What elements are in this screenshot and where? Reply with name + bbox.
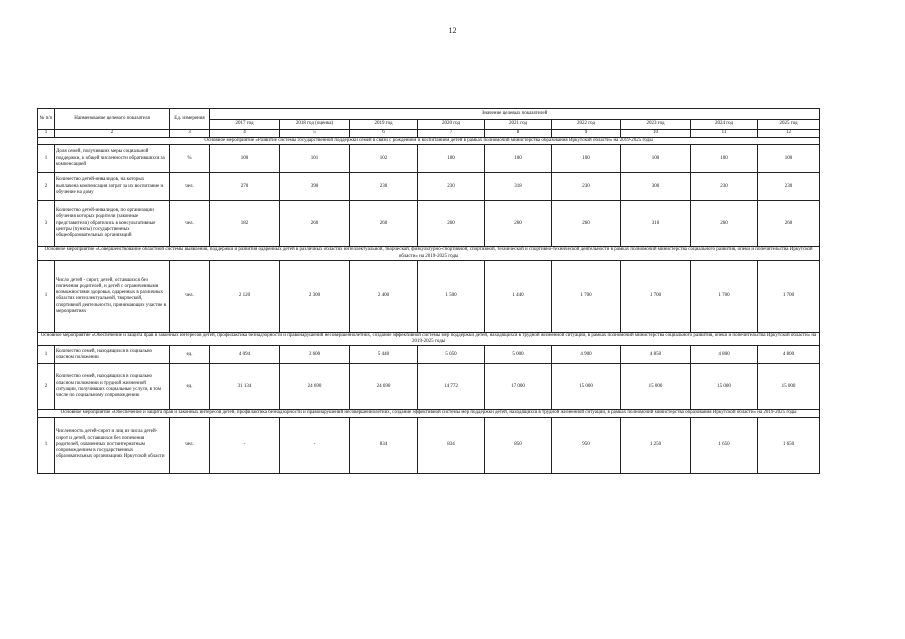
indicator-value: 850: [485, 417, 552, 473]
indicator-value: 1 650: [691, 417, 758, 473]
indicator-value: 270: [210, 173, 280, 201]
indicator-value: 4 900: [552, 346, 621, 364]
indicator-value: 260: [552, 201, 621, 247]
header-row-1: [38, 109, 820, 120]
indicator-name: Количество детей-инвалидов, по организации обучения которых родители (законные представители) обратились в консультативные центры (пункты) государственных общеобразовательных организаций: [55, 201, 170, 247]
section-title: Основное мероприятие «Развитие системы государственной поддержки семей в связи с рождением и воспитанием детей в рамках полномочий министерства образования Иркутской области» на 2019-2025 годы: [38, 138, 820, 145]
indicator-value: 834: [418, 417, 485, 473]
indicator-value: 1 440: [485, 260, 552, 332]
indicator-value: 15 000: [552, 364, 621, 410]
column-number: 8: [485, 130, 552, 138]
indicator-value: 230: [418, 173, 485, 201]
indicator-index: 3: [38, 201, 55, 247]
section-title-row: [38, 138, 820, 145]
indicator-index: 1: [38, 417, 55, 473]
indicator-value: 100: [621, 145, 691, 173]
indicator-value: 1 500: [418, 260, 485, 332]
indicator-value: 100: [552, 145, 621, 173]
indicator-value: 230: [758, 173, 820, 201]
section-title: Основное мероприятие «Обеспечение и защита прав и законных интересов детей, профилактика безнадзорности и правонарушений несовершеннолетних, создание эффективной системы мер поддержки детей, находящихся в трудной жизненной ситуации, в рамках полномочий министерства образования Иркутской области» на 2019-2025 годы: [38, 410, 820, 417]
indicator-value: 5 440: [350, 346, 418, 364]
indicator-index: 2: [38, 173, 55, 201]
indicator-row: [38, 260, 820, 332]
indicator-value: 950: [552, 417, 621, 473]
indicator-value: 1 700: [621, 260, 691, 332]
indicator-value: 318: [485, 173, 552, 201]
indicator-value: 5 000: [485, 346, 552, 364]
column-number: 1: [38, 130, 55, 138]
column-numbers-row: [38, 130, 820, 138]
column-number: 7: [418, 130, 485, 138]
header-year: 2025 год: [758, 120, 820, 130]
section-title-row: [38, 410, 820, 417]
column-number: 10: [621, 130, 691, 138]
indicator-value: 4 850: [621, 346, 691, 364]
indicator-value: 100: [418, 145, 485, 173]
indicator-value: 1 700: [691, 260, 758, 332]
indicator-name: Количество детей-инвалидов, на которых выплачена компенсация затрат за их воспитание и обучение на дому: [55, 173, 170, 201]
indicator-unit: чел.: [170, 260, 210, 332]
column-number: 12: [758, 130, 820, 138]
indicator-value: 31 134: [210, 364, 280, 410]
indicator-row: [38, 173, 820, 201]
indicator-value: 4 800: [758, 346, 820, 364]
indicator-value: 100: [691, 145, 758, 173]
indicator-index: 1: [38, 260, 55, 332]
indicator-value: 1 250: [621, 417, 691, 473]
indicator-unit: ед.: [170, 364, 210, 410]
indicator-name: Количество семей, находящихся в социально опасном положении и трудной жизненной ситуации, получивших социальные услуги, в том числе по социальному сопровождению: [55, 364, 170, 410]
indicator-unit: ед.: [170, 346, 210, 364]
indicator-value: 230: [691, 173, 758, 201]
table-body: [38, 130, 820, 474]
indicator-value: 1 700: [758, 260, 820, 332]
indicator-value: 15 000: [621, 364, 691, 410]
indicator-value: 260: [418, 201, 485, 247]
header-year: 2022 год: [552, 120, 621, 130]
header-idx: № п/п: [38, 109, 55, 130]
header-values-group: Значение целевых показателей: [210, 109, 820, 120]
indicator-unit: %: [170, 145, 210, 173]
indicator-value: 2 120: [210, 260, 280, 332]
indicator-value: 15 000: [691, 364, 758, 410]
indicator-row: [38, 346, 820, 364]
indicator-name: Численность детей-сирот и лиц из числа детей-сирот и детей, оставшихся без попечения родителей, охваченных постинтернатным сопровождением в государственных образовательных организациях Иркутской области: [55, 417, 170, 473]
header-year: 2019 год: [350, 120, 418, 130]
section-title-row: [38, 332, 820, 346]
indicator-value: 260: [691, 201, 758, 247]
indicator-value: 15 000: [758, 364, 820, 410]
indicator-name: Число детей - сирот, детей, оставшихся без попечения родителей, и детей с ограниченными возможностями здоровья, одаренных в различных областях интеллектуальной, творческой, спортивной деятельности, принимающих участие в мероприятиях: [55, 260, 170, 332]
header-year: 2023 год: [621, 120, 691, 130]
indicator-value: 3 600: [280, 346, 350, 364]
indicator-index: 1: [38, 346, 55, 364]
indicator-index: 1: [38, 145, 55, 173]
column-number: 11: [691, 130, 758, 138]
column-number: 4: [210, 130, 280, 138]
indicator-value: 230: [552, 173, 621, 201]
indicator-row: [38, 417, 820, 473]
indicator-value: 310: [621, 201, 691, 247]
header-name: Наименование целевого показателя: [55, 109, 170, 130]
header-year: 2021 год: [485, 120, 552, 130]
indicator-value: 100: [485, 145, 552, 173]
indicator-row: [38, 364, 820, 410]
indicator-name: Количество семей, находящихся в социально опасном положении: [55, 346, 170, 364]
section-title: Основное мероприятие «Совершенствование областной системы выявления, поддержки и развития одаренных детей в различных областях интеллектуальной, творческой, физкультурно-спортивной, спортивной, технической и спортивно-технической деятельности в рамках полномочий министерства социального развития, опеки и попечительства Иркутской области» на 2019-2025 годы: [38, 247, 820, 261]
indicator-value: 2 400: [350, 260, 418, 332]
header-unit: Ед. измерения: [170, 109, 210, 130]
indicator-unit: чел.: [170, 417, 210, 473]
indicator-value: 1 700: [552, 260, 621, 332]
indicator-value: -: [210, 417, 280, 473]
indicator-value: 1 650: [758, 417, 820, 473]
column-number: 6: [350, 130, 418, 138]
indicator-value: 24 690: [350, 364, 418, 410]
indicator-value: 834: [350, 417, 418, 473]
indicator-value: 300: [621, 173, 691, 201]
indicator-name: Доля семей, получивших меры социальной поддержки, к общей численности обратившихся за компенсацией: [55, 145, 170, 173]
section-title: Основное мероприятие «Обеспечение и защита прав и законных интересов детей, профилактика безнадзорности и правонарушений несовершеннолетних, создание эффективной системы мер поддержки детей, находящихся в трудной жизненной ситуации, в рамках полномочий министерства социального развития, опеки и попечительства Иркутской области» на 2019-2025 годы: [38, 332, 820, 346]
indicator-value: 24 690: [280, 364, 350, 410]
indicator-unit: чел.: [170, 201, 210, 247]
indicator-value: 2 300: [280, 260, 350, 332]
indicator-value: 260: [280, 201, 350, 247]
column-number: 9: [552, 130, 621, 138]
column-number: 5: [280, 130, 350, 138]
indicator-row: [38, 145, 820, 173]
indicator-value: 100: [758, 145, 820, 173]
page-number: 12: [448, 26, 457, 35]
indicator-value: 17 000: [485, 364, 552, 410]
indicator-value: 101: [280, 145, 350, 173]
header-year: 2020 год: [418, 120, 485, 130]
indicator-value: 230: [350, 173, 418, 201]
header-year: 2024 год: [691, 120, 758, 130]
header-year: 2017 год: [210, 120, 280, 130]
column-number: 2: [55, 130, 170, 138]
indicator-unit: чел.: [170, 173, 210, 201]
indicator-value: -: [280, 417, 350, 473]
indicator-value: 100: [210, 145, 280, 173]
column-number: 3: [170, 130, 210, 138]
indicator-value: 4 800: [691, 346, 758, 364]
indicator-value: 102: [350, 145, 418, 173]
target-indicators-table: [37, 108, 820, 474]
indicator-value: 14 772: [418, 364, 485, 410]
indicator-value: 260: [485, 201, 552, 247]
section-title-row: [38, 247, 820, 261]
header-year: 2018 год (оценка): [280, 120, 350, 130]
indicator-index: 2: [38, 364, 55, 410]
indicator-value: 182: [210, 201, 280, 247]
indicator-value: 5 050: [418, 346, 485, 364]
indicator-value: 260: [350, 201, 418, 247]
indicator-row: [38, 201, 820, 247]
indicator-value: 260: [758, 201, 820, 247]
indicator-value: 390: [280, 173, 350, 201]
indicator-value: 4 094: [210, 346, 280, 364]
